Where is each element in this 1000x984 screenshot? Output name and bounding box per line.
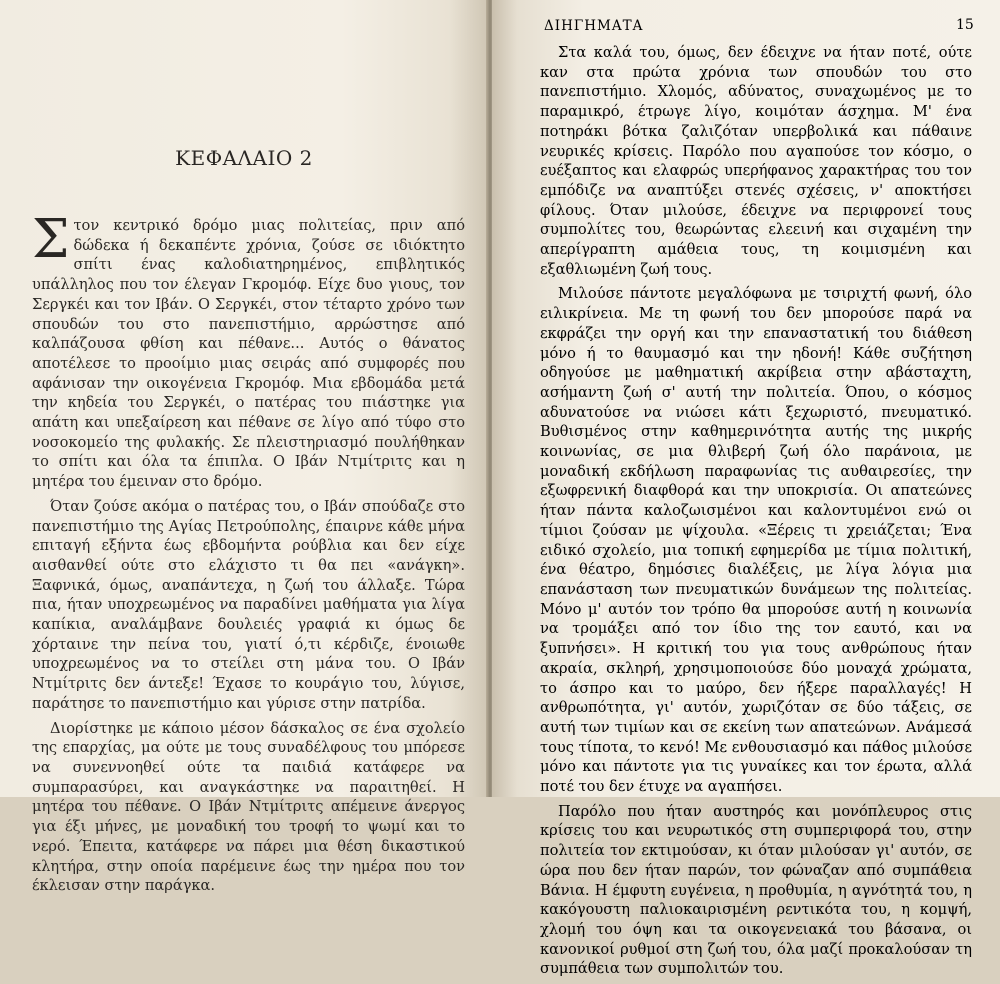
paragraph: Στον κεντρικό δρόμο μιας πολιτείας, πριν από δώδεκα ή δεκαπέντε χρόνια, ζούσε σε ιδιόκτητο σπίτι ένας καλοδιατηρημένος, επιβλητικός υπάλληλος που τον έλεγαν Γκρομόφ. Είχε δυο γιους, τον Σεργκέι και τον Ιβάν. Ο Σεργκέι, στον τέταρτο χρόνο των σπουδών του στο πανεπιστήμιο, αρρώστησε από καλπάζουσα φθίση και πέθανε... Αυτός ο θάνατος αποτέλεσε το προοίμιο μιας σειράς από συμφορές που αφάνισαν την οικογένεια Γκρομόφ. Μια εβδομάδα μετά την κηδεία του Σεργκέι, ο πατέρας του πιάστηκε για απάτη και υπεξαίρεση και πέθανε σε λίγο από τύφο στο νοσοκομείο της φυλακής. Σε πλειστηριασμό πουλήθηκαν το σπίτι και όλα τα έπιπλα. Ο Ιβάν Ντμίτριτς και η μητέρα του έμειναν στο δρόμο.	[32, 209, 465, 491]
paragraph: Όταν ζούσε ακόμα ο πατέρας του, ο Ιβάν σπούδαζε στο πανεπιστήμιο της Αγίας Πετρούπολης, έπαιρνε κάθε μήνα επιταγή εξήντα έως εβδομήντα ρούβλια και δεν είχε αισθανθεί ούτε στο ελάχιστο τι θα πει «ανάγκη». Ξαφνικά, όμως, αναπάντεχα, η ζωή του άλλαξε. Τώρα πια, ήταν υποχρεωμένος να παραδίνει μαθήματα για λίγα καπίκια, αναλάμβανε δουλειές γραφιά κι όμως δε χόρταινε την πείνα του, γιατί ό,τι κέρδιζε, ένοιωθε υποχρεωμένος να το στείλει στη μάνα του. Ο Ιβάν Ντμίτριτς δεν άντεξε! Έχασε το κουράγιο του, λύγισε, παράτησε το πανεπιστήμιο και γύρισε στην πατρίδα.	[32, 497, 465, 712]
paragraph: Παρόλο που ήταν αυστηρός και μονόπλευρος στις κρίσεις του και νευρωτικός στη συμπεριφορά του, στην πολιτεία τον εκτιμούσαν, κι όταν μιλούσαν γι' αυτόν, σε ώρα που δεν ήταν παρών, τον φώναζαν από συμπάθεια Βάνια. Η έμφυτη ευγένεια, η προθυμία, η αγνότητά του, η κακόγουστη παλιοκαιρισμένη ρεντικότα του, η κομψή, χλομή του όψη και τα οικογενειακά του βάσανα, οι κανονικοί ρυθμοί στη ζωή του, όλα μαζί προκαλούσαν τη συμπάθεια των συμπολιτών του.	[540, 802, 972, 978]
drop-cap: Σ	[32, 209, 70, 270]
running-head: ΔΙΗΓΗΜΑΤΑ	[544, 18, 644, 34]
left-page-body	[32, 209, 465, 901]
right-page-body	[540, 43, 972, 984]
paragraph: Μιλούσε πάντοτε μεγαλόφωνα με τσιριχτή φωνή, όλο ειλικρίνεια. Με τη φωνή του δεν μπορούσε παρά να εκφράζει την οργή και την επαναστατική του διάθεση μόνο ή το θαυμασμό και την ηδονή! Κάθε συζήτηση οδηγούσε με μαθηματική ακρίβεια στην αβάσταχτη, ασήμαντη ζωή σ' αυτή την πολιτεία. Όπου, ο κόσμος αδυνατούσε να νιώσει κάτι ξεχωριστό, πνευματικό. Βυθισμένος στην καθημερινότητα αυτής της μικρής κοινωνίας, σε μια θλιβερή ζωή όλο παράνοια, με μοναδική εκδήλωση παραφωνίας τις αυθαιρεσίες, την εξωφρενική διαφθορά και την υποκρισία. Οι απατεώνες ήταν πάντα καλοζωισμένοι και καλοντυμένοι ενώ οι τίμιοι ζούσαν με ψίχουλα. «Ξέρεις τι χρειάζεται; Ένα ειδικό σχολείο, μια τοπική εφημερίδα με τίμια πολιτική, ένα θέατρο, δημόσιες διαλέξεις, με λίγα λόγια μια επανάσταση των πνευματικών δυνάμεων της πολιτείας. Μόνο μ' αυτόν τον τρόπο θα μπορούσε αυτή η κοινωνία να τρομάξει από τον ίδιο της τον εαυτό, και να ξυπνήσει». Η κριτική του για τους ανθρώπους ήταν ακραία, σκληρή, χρησιμοποιούσε δύο μοναχά χρώματα, το άσπρο και το μαύρο, δεν ήξερε παραλλαγές! Η ανθρωπότητα, γι' αυτόν, χωριζόταν σε δύο τάξεις, σε αυτή των τιμίων και σε εκείνη των απατεώνων. Ανάμεσά τους τίποτα, το κενό! Με ενθουσιασμό και πάθος μιλούσε μόνο και πάντοτε για τις γυναίκες και τον έρωτα, αλλά ποτέ του δεν έτυχε να αγαπήσει.	[540, 285, 972, 796]
paragraph: Διορίστηκε με κάποιο μέσον δάσκαλος σε ένα σχολείο της επαρχίας, μα ούτε με τους συναδέλφους του μπόρεσε να συνεννοηθεί ούτε τα παιδιά κατάφερε να συμπαρασύρει, και αναγκάστηκε να παραιτηθεί. Η μητέρα του πέθανε. Ο Ιβάν Ντμίτριτς απέμεινε άνεργος για έξι μήνες, με μοναδική του τροφή το ψωμί και το νερό. Έπειτα, κατάφερε να πάρει μια θέση δικαστικού κλητήρα, στην οποία παρέμεινε έως την ημέρα που τον έκλεισαν στην παράγκα.	[32, 719, 465, 895]
left-page	[0, 0, 488, 895]
chapter-title: ΚΕΦΑΛΑΙΟ 2	[175, 146, 313, 170]
page-number: 15	[956, 17, 974, 33]
paragraph: Στα καλά του, όμως, δεν έδειχνε να ήταν ποτέ, ούτε καν στα πρώτα χρόνια των σπουδών του στο πανεπιστήμιο. Χλομός, αδύνατος, συναχωμένος με το παραμικρό, έτρωγε λίγο, κοιμόταν άσχημα. Μ' ένα ποτηράκι βότκα ζαλιζόταν υπερβολικά και πάθαινε νευρικές κρίσεις. Παρόλο που αγαπούσε τον κόσμο, ο ευέξαπτος και ελαφρώς υπερήφανος χαρακτήρας του τον εμπόδιζε να αναπτύξει στενές σχέσεις, ν' αποκτήσει φίλους. Όταν μιλούσε, έδειχνε να περιφρονεί τους συμπολίτες του, θεωρώντας ελεεινή και σιχαμένη την απερίγραπτη αμάθεια τους, τη κοιμισμένη και εξαθλιωμένη ζωή τους.	[540, 44, 972, 278]
